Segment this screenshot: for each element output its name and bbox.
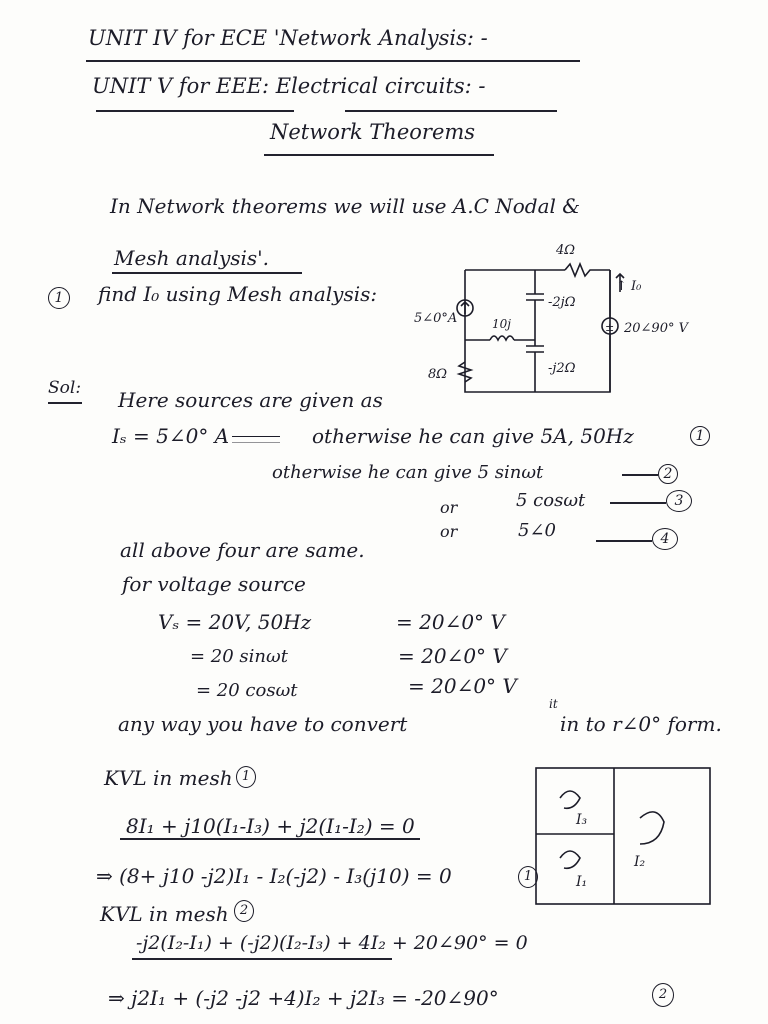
kvl-mesh-1-eq-1: 8I₁ + j10(I₁-I₃) + j2(I₁-I₂) = 0: [126, 814, 415, 838]
title-underline: [264, 154, 494, 156]
solution-label: Sol:: [48, 378, 82, 398]
problem-number: 1: [48, 287, 70, 309]
solution-label-underline: [48, 402, 82, 404]
kvl-mesh-1-eq-1-underline: [120, 838, 420, 840]
mark-3: 3: [666, 490, 692, 512]
circuit-1-diagram: [414, 236, 720, 406]
vs-line-3a: = 20 cosωt: [196, 680, 298, 701]
vs-line-1a: Vₛ = 20V, 50Hz: [158, 610, 312, 634]
voltage-heading: for voltage source: [122, 572, 306, 596]
resistor-4ohm-label: 4Ω: [556, 243, 576, 258]
kvl-mesh-1-num: 1: [236, 766, 256, 788]
mark-2: 2: [658, 464, 678, 484]
page-title: Network Theorems: [270, 120, 476, 144]
vs-line-2b: = 20∠0° V: [398, 644, 507, 668]
inductor-label: 10j: [492, 317, 511, 331]
capacitor-top-label: -2jΩ: [548, 295, 576, 310]
vs-line-1b: = 20∠0° V: [396, 610, 505, 634]
intro-line-1: In Network theorems we will use A.C Nodal &: [110, 194, 581, 218]
kvl-mesh-1-heading: KVL in mesh: [104, 766, 233, 790]
header-line-1: UNIT IV for ECE 'Network Analysis: -: [88, 26, 488, 50]
resistor-8ohm-label: 8Ω: [428, 367, 448, 382]
intro-underline: [112, 272, 302, 274]
mesh-currents-diagram: [530, 762, 720, 912]
header-underline-2b: [345, 110, 557, 112]
or-1: or: [440, 498, 458, 517]
convert-line-pre: any way you have to convert: [118, 712, 408, 736]
kvl-mesh-1-eq-2: ⇒ (8+ j10 -j2)I₁ - I₂(-j2) - I₃(j10) = 0: [96, 864, 452, 888]
eq-mark-2: 2: [652, 983, 674, 1007]
current-io-label: ↑ I₀: [616, 279, 642, 294]
kvl-mesh-2-eq-2: ⇒ j2I₁ + (-j2 -j2 +4)I₂ + j2I₃ = -20∠90°: [108, 986, 499, 1010]
struck-text: ________: [232, 429, 280, 443]
same-statement: all above four are same.: [120, 538, 365, 562]
or-2: or: [440, 522, 458, 541]
mesh-loop-2-label: I₂: [634, 854, 646, 870]
eq-mark-1: 1: [518, 866, 538, 888]
kvl-mesh-2-eq-1-underline: [132, 958, 392, 960]
source-current-line: Iₛ = 5∠0° A: [112, 424, 230, 448]
convert-line-post: in to r∠0° form.: [560, 712, 722, 736]
vs-line-2a: = 20 sinωt: [190, 646, 288, 667]
header-line-2: UNIT V for EEE: Electrical circuits: -: [92, 74, 486, 98]
intro-line-2: Mesh analysis'.: [114, 246, 270, 270]
voltage-source-plus: ±: [605, 321, 615, 334]
mark-1: 1: [690, 426, 710, 446]
source-alt-1: otherwise he can give 5A, 50Hz: [312, 424, 634, 448]
convert-line-it: it: [549, 697, 558, 711]
kvl-mesh-2-num: 2: [234, 900, 254, 922]
source-alt-2: otherwise he can give 5 sinωt: [272, 462, 544, 483]
source-alt-4: 5∠0: [518, 520, 556, 541]
mesh-loop-3-label: I₃: [576, 812, 588, 828]
capacitor-bottom-label: -j2Ω: [548, 361, 576, 376]
problem-text: find I₀ using Mesh analysis:: [98, 282, 378, 306]
current-source-label: 5∠0°A: [414, 311, 458, 326]
vs-line-3b: = 20∠0° V: [408, 674, 517, 698]
source-alt-3: 5 cosωt: [516, 490, 586, 511]
mesh-loop-1-label: I₁: [576, 874, 588, 890]
kvl-mesh-2-heading: KVL in mesh: [100, 902, 229, 926]
mark-4: 4: [652, 528, 678, 550]
line-to-mark-4: [596, 540, 652, 542]
voltage-source-label: 20∠90° V: [624, 321, 688, 336]
line-to-mark-2: [622, 474, 658, 476]
header-underline-2: [96, 110, 294, 112]
line-to-mark-3: [610, 502, 666, 504]
header-underline-1: [86, 60, 580, 62]
kvl-mesh-2-eq-1: -j2(I₂-I₁) + (-j2)(I₂-I₃) + 4I₂ + 20∠90° = 0: [136, 932, 528, 954]
solution-line-1: Here sources are given as: [118, 388, 383, 412]
